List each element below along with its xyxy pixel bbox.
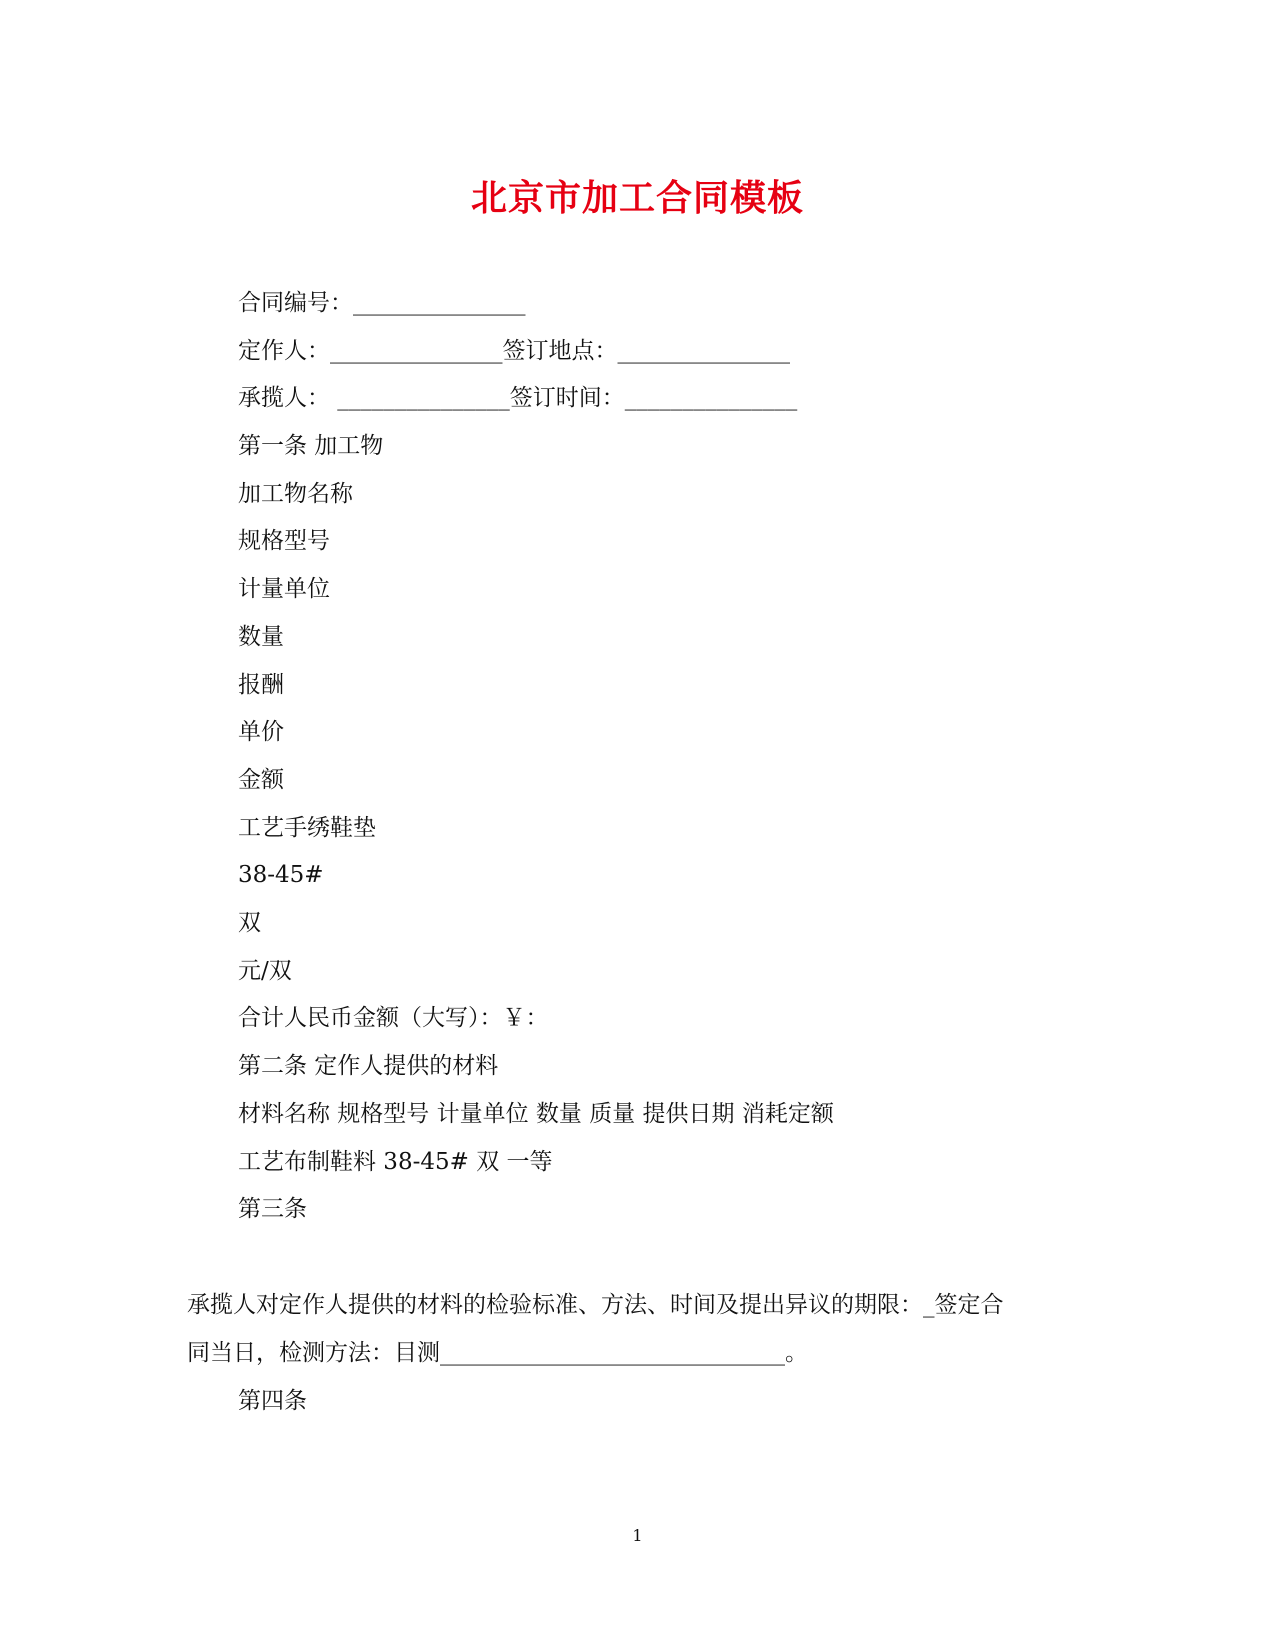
article-2-heading: 第二条 定作人提供的材料 [238,1053,499,1079]
spec-label: 规格型号 [238,528,330,554]
article-1-heading: 第一条 加工物 [238,433,384,459]
unit-value: 双 [238,910,261,936]
article-4-heading: 第四条 [238,1388,307,1414]
remuneration-label: 报酬 [238,672,284,698]
amount-label: 金额 [238,767,284,793]
item-name-label: 加工物名称 [238,481,353,507]
page-number: 1 [632,1526,643,1545]
materials-header: 材料名称 规格型号 计量单位 数量 质量 提供日期 消耗定额 [238,1101,834,1127]
unit-price-label: 单价 [238,719,284,745]
article-3-heading: 第三条 [238,1196,307,1222]
contract-number-line: 合同编号：_______________ [238,290,526,316]
spec-value: 38-45# [238,862,324,888]
inspection-paragraph-line-1: 承揽人对定作人提供的材料的检验标准、方法、时间及提出异议的期限：_签定合 [187,1292,1004,1318]
inspection-paragraph-line-2: 同当日，检测方法：目测______________________________。 [187,1340,808,1366]
quantity-label: 数量 [238,624,284,650]
orderer-line: 定作人：_______________签订地点：_______________ [238,338,790,364]
total-amount-line: 合计人民币金额（大写）：￥： [238,1005,549,1031]
document-title: 北京市加工合同模板 [470,177,804,219]
unit-label: 计量单位 [238,576,330,602]
item-name-value: 工艺手绣鞋垫 [238,815,376,841]
price-unit-value: 元/双 [238,958,292,984]
materials-row: 工艺布制鞋料 38-45# 双 一等 [238,1149,553,1175]
contractor-line: 承揽人： _______________签订时间：_______________ [238,385,798,411]
